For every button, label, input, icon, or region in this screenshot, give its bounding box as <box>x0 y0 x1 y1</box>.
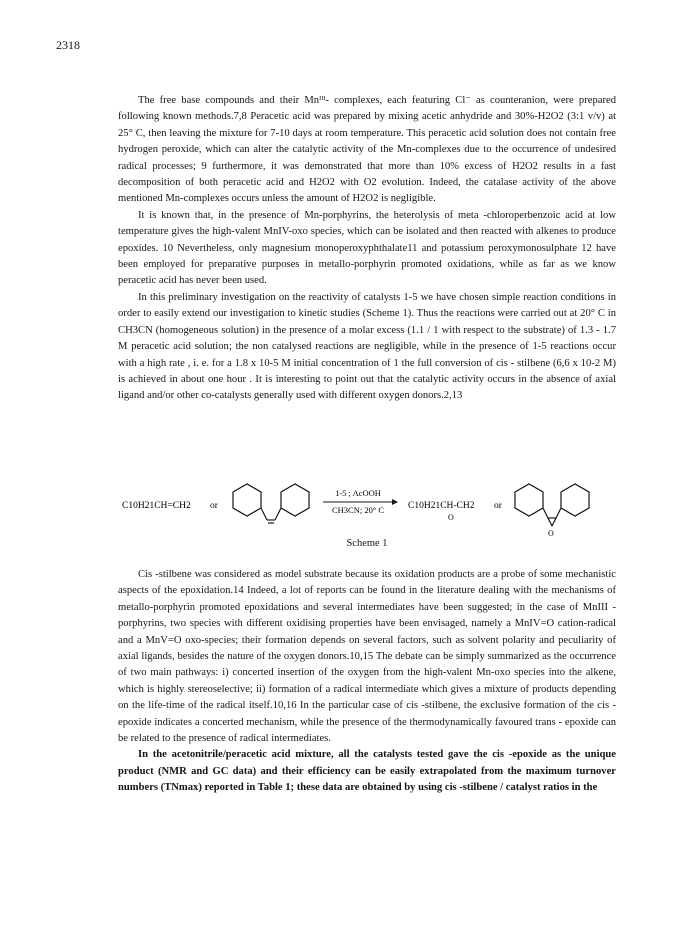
scheme-1 <box>118 482 616 548</box>
scheme-caption: Scheme 1 <box>346 538 388 549</box>
cis-epoxide-structure <box>515 484 589 526</box>
cis-stilbene-structure <box>233 484 309 523</box>
conditions-top: 1-5 ; AcOOH <box>335 488 381 498</box>
paragraph-3: In this preliminary investigation on the reactivity of catalysts 1-5 we have chosen simple reaction conditions in order to easily extend our investigation to kinetic studies (Scheme 1). Thus the reactions were carried out at 20° C in CH3CN (homogeneous solution) in the presence of a molar excess (1.1 / 1 with respect to the substrate) of 1.3 - 1.7 M peracetic acid solution; the non catalysed reactions are negligible, while in the presence of 1-5 reactions occur with a high rate , i. e. for a 1.8 x 10-5 M initial concentration of 1 the full conversion of cis - stilbene (6,6 x 10-2 M) is achieved in about one hour . It is interesting to point out that the catalytic activity occurs in the absence of axial ligand and/or other co-catalysts generally used with different oxygen donors.2,13 <box>118 291 616 402</box>
epoxide-o-right: O <box>548 529 554 538</box>
paragraph-1: The free base compounds and their Mnᴵᴵᴵ- complexes, each featuring Cl⁻ as counteranion, were prepared following known methods.7,8 Peracetic acid was prepared by mixing acetic anhydride and 30%-H2O2 (3:1 v/v) at 25° C, then leaving the mixture for 7-10 days at room temperature. This peracetic acid solution does not contain free hydrogen peroxide, which can alter the catalytic activity of the Mn-complexes due to the occurrence of undesired radical processes; 9 furthermore, it was demonstrated that more than 10% excess of H2O2 results in a fast decomposition of both peracetic acid and H2O2 with O2 evolution. Indeed, the catalase activity of the above mentioned Mn-complexes occurs unless the amount of H2O2 is negligible. <box>118 95 616 205</box>
epoxide-o-left: O <box>448 513 454 522</box>
or-1: or <box>210 501 218 511</box>
product-left: C10H21CH-CH2 <box>408 501 475 511</box>
upper-body-text <box>118 93 616 405</box>
conditions-bottom: CH3CN; 20° C <box>331 505 385 515</box>
paragraph-4: Cis -stilbene was considered as model substrate because its oxidation products are a probe of some mechanistic aspects of the epoxidation.14 Indeed, a lot of reports can be found in the literature dealing with the mechanisms of metallo-porphyrin promoted epoxidations and several intermediates have been suggested; in the case of MnIII -porphyrins, two species with different oxidising properties have been envisaged, namely a MnIV=O cation-radical and a MnV=O oxo-species; their formation depends on several factors, such as solvent polarity and peculiarity of axial ligands, besides the nature of the oxygen donors.10,15 The debate can be simply summarized as the occurrence of two main pathways: i) concerted insertion of the oxygen from the high-valent Mn-oxo species into the alkene, which is highly stereoselective; ii) formation of a radical intermediate which gives a mixture of products depending on the life-time of the radical itself.10,16 In the particular case of cis -stilbene, the exclusive formation of the cis - epoxide indicates a concerted mechanism, while the presence of the thermodynamically favoured trans - epoxide can be related to the presence of radical intermediates. <box>118 569 616 745</box>
paragraph-5: In the acetonitrile/peracetic acid mixture, all the catalysts tested gave the cis -epoxide as the unique product (NMR and GC data) and their efficiency can be easily extrapolated from the maximum turnover numbers (TNmax) reported in Table 1; these data are obtained by using cis -stilbene / catalyst ratios in the <box>118 749 616 794</box>
paragraph-2: It is known that, in the presence of Mn-porphyrins, the heterolysis of meta -chloroperbenzoic acid at low temperature gives the high-valent MnIV-oxo species, which can be isolated and then reacted with alkenes to produce epoxides. 10 Nevertheless, only magnesium monoperoxyphthalate11 and potassium peroxymonosulphate 12 have been employed for preparative purposes in metallo-porphyrin promoted oxidations, while as far as we know peracetic acid has never been used. <box>118 209 616 287</box>
lower-body-text <box>118 567 616 797</box>
page-number: 2318 <box>56 38 80 52</box>
reactant-left: C10H21CH=CH2 <box>122 501 191 511</box>
reaction-scheme-drawing <box>118 482 616 538</box>
or-2: or <box>494 501 502 511</box>
